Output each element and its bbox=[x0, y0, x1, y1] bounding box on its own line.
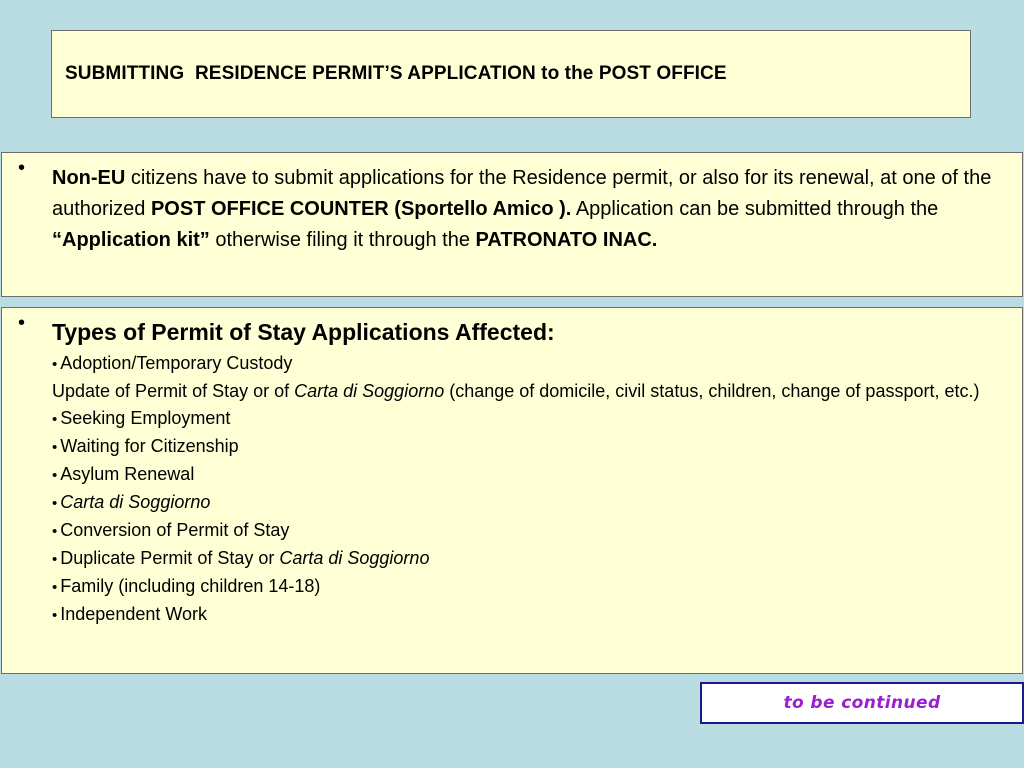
types-list bbox=[52, 350, 1022, 629]
list-dot: • bbox=[52, 356, 58, 373]
patronato-label: PATRONATO INAC. bbox=[475, 229, 658, 251]
list-item-text: Seeking Employment bbox=[60, 408, 231, 428]
list-item-text: Waiting for Citizenship bbox=[60, 436, 239, 456]
list-dot: • bbox=[52, 439, 58, 456]
intro-text-1: citizens have to submit applications for the Residence permit, or also for its renewal, at one of the authorized bbox=[52, 167, 992, 220]
list-item-text: Conversion of Permit of Stay bbox=[60, 520, 290, 540]
list-dot: • bbox=[52, 467, 58, 484]
intro-panel bbox=[1, 152, 1023, 297]
list-item-text: Independent Work bbox=[60, 604, 208, 624]
non-eu-label: Non-EU bbox=[52, 167, 126, 189]
list-item bbox=[52, 601, 1022, 629]
intro-paragraph bbox=[2, 153, 1022, 256]
list-dot: • bbox=[52, 607, 58, 624]
list-item-italic: Carta di Soggiorno bbox=[294, 381, 445, 401]
to-be-continued-button[interactable] bbox=[700, 682, 1024, 724]
title-box bbox=[51, 30, 971, 118]
list-item bbox=[52, 489, 1022, 517]
types-heading: Types of Permit of Stay Applications Affected: bbox=[52, 319, 555, 345]
list-item bbox=[52, 350, 1022, 378]
list-item bbox=[52, 405, 1022, 433]
list-item-text: Update of Permit of Stay or of bbox=[52, 381, 295, 401]
list-item bbox=[52, 517, 1022, 545]
list-item-italic: Carta di Soggiorno bbox=[60, 492, 211, 512]
types-panel bbox=[1, 307, 1023, 674]
application-kit-label: “Application kit” bbox=[52, 229, 210, 251]
list-item bbox=[52, 378, 1022, 405]
bullet-marker: • bbox=[18, 157, 26, 179]
post-office-counter-label: POST OFFICE COUNTER (Sportello Amico ). bbox=[150, 198, 572, 220]
intro-text-2: Application can be submitted through the bbox=[571, 198, 939, 220]
list-item bbox=[52, 545, 1022, 573]
list-item-text: Family (including children 14-18) bbox=[60, 576, 321, 596]
list-dot: • bbox=[52, 411, 58, 428]
list-dot: • bbox=[52, 579, 58, 596]
list-item-text: Adoption/Temporary Custody bbox=[60, 353, 293, 373]
list-item bbox=[52, 461, 1022, 489]
list-item-text: Asylum Renewal bbox=[60, 464, 195, 484]
to-be-continued-label: to be continued bbox=[783, 693, 941, 713]
types-section bbox=[2, 308, 1022, 629]
list-item-text: (change of domicile, civil status, children, change of passport, etc.) bbox=[444, 381, 980, 401]
list-item bbox=[52, 573, 1022, 601]
list-dot: • bbox=[52, 523, 58, 540]
list-item bbox=[52, 433, 1022, 461]
intro-text-3: otherwise filing it through the bbox=[209, 229, 476, 251]
page-title: SUBMITTING RESIDENCE PERMIT’S APPLICATION to the POST OFFICE bbox=[65, 63, 727, 84]
list-dot: • bbox=[52, 551, 58, 568]
list-item-italic: Carta di Soggiorno bbox=[279, 548, 430, 568]
list-dot: • bbox=[52, 495, 58, 512]
bullet-marker: • bbox=[18, 312, 26, 334]
list-item-text: Duplicate Permit of Stay or bbox=[60, 548, 280, 568]
